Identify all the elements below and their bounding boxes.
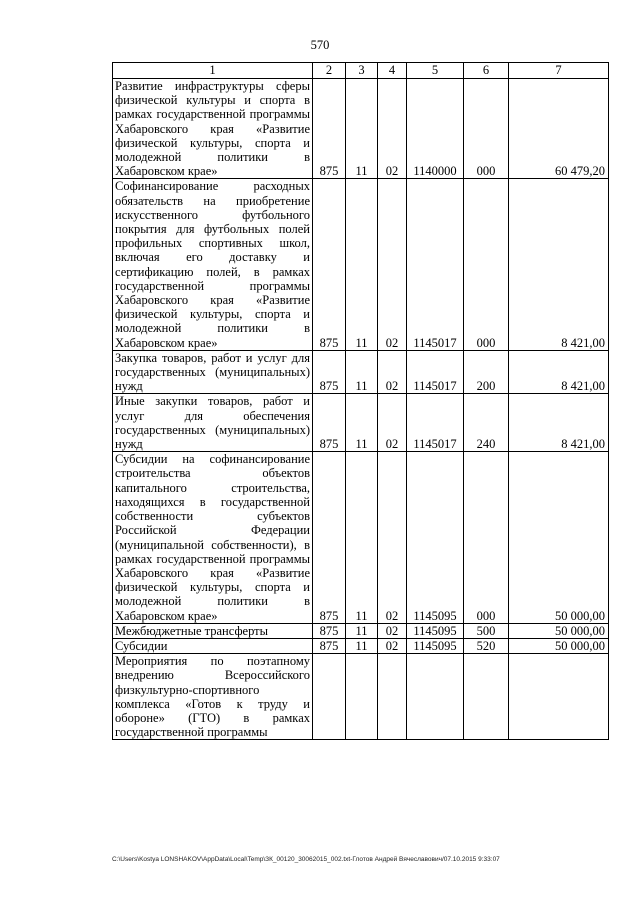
column-header-3: 3 (346, 63, 378, 79)
row-amount (509, 654, 609, 740)
row-col-6: 000 (464, 452, 509, 623)
table-row (113, 350, 609, 394)
budget-table (112, 62, 609, 740)
row-col-5 (407, 654, 464, 740)
row-col-6: 500 (464, 623, 509, 638)
row-col-6: 000 (464, 179, 509, 350)
table-row (113, 654, 609, 740)
row-col-3 (346, 654, 378, 740)
row-col-3: 11 (346, 452, 378, 623)
row-name: Мероприятия по поэтапному внедрению Всероссийского физкультурно-спортивного комплекса «Готов к труду и обороне» (ГТО) в рамках государственной программы (113, 654, 313, 740)
table-row (113, 79, 609, 179)
table-header-row (113, 63, 609, 79)
row-col-4: 02 (378, 350, 407, 394)
row-col-4: 02 (378, 638, 407, 653)
row-col-5: 1140000 (407, 79, 464, 179)
row-name: Субсидии (113, 638, 313, 653)
row-col-3: 11 (346, 394, 378, 452)
row-col-5: 1145095 (407, 638, 464, 653)
row-col-6: 000 (464, 79, 509, 179)
row-amount: 50 000,00 (509, 638, 609, 653)
row-col-2: 875 (313, 179, 346, 350)
row-col-6: 520 (464, 638, 509, 653)
row-col-4: 02 (378, 623, 407, 638)
row-name: Развитие инфраструктуры сферы физической культуры и спорта в рамках государственной программы Хабаровского края «Развитие физической культуры, спорта и молодежной политики в Хабаровском крае» (113, 79, 313, 179)
column-header-6: 6 (464, 63, 509, 79)
row-col-4: 02 (378, 394, 407, 452)
row-col-2: 875 (313, 394, 346, 452)
row-amount: 8 421,00 (509, 179, 609, 350)
column-header-7: 7 (509, 63, 609, 79)
table-row (113, 179, 609, 350)
row-col-4 (378, 654, 407, 740)
column-header-1: 1 (113, 63, 313, 79)
table-row (113, 623, 609, 638)
row-col-3: 11 (346, 79, 378, 179)
footer-file-path: C:\Users\Kostya LONSHAKOV\AppData\Local\Temp\ЗК_00120_30062015_002.txt-Глотов Андрей Вячеславович/07.10.2015 9:33:07 (112, 856, 500, 863)
row-amount: 50 000,00 (509, 452, 609, 623)
row-col-4: 02 (378, 79, 407, 179)
row-col-2: 875 (313, 638, 346, 653)
column-header-5: 5 (407, 63, 464, 79)
row-amount: 8 421,00 (509, 394, 609, 452)
row-col-2: 875 (313, 623, 346, 638)
row-amount: 50 000,00 (509, 623, 609, 638)
row-col-5: 1145017 (407, 350, 464, 394)
row-col-5: 1145017 (407, 394, 464, 452)
row-col-5: 1145017 (407, 179, 464, 350)
page-number: 570 (310, 38, 330, 52)
row-col-6 (464, 654, 509, 740)
row-col-6: 240 (464, 394, 509, 452)
row-col-4: 02 (378, 452, 407, 623)
row-col-3: 11 (346, 350, 378, 394)
row-col-3: 11 (346, 638, 378, 653)
table-row (113, 638, 609, 653)
column-header-2: 2 (313, 63, 346, 79)
row-name: Иные закупки товаров, работ и услуг для обеспечения государственных (муниципальных) нужд (113, 394, 313, 452)
row-col-6: 200 (464, 350, 509, 394)
row-name: Закупка товаров, работ и услуг для государственных (муниципальных) нужд (113, 350, 313, 394)
row-col-2: 875 (313, 79, 346, 179)
row-amount: 60 479,20 (509, 79, 609, 179)
row-col-5: 1145095 (407, 452, 464, 623)
row-col-2 (313, 654, 346, 740)
row-col-3: 11 (346, 179, 378, 350)
row-col-3: 11 (346, 623, 378, 638)
row-amount: 8 421,00 (509, 350, 609, 394)
column-header-4: 4 (378, 63, 407, 79)
row-col-2: 875 (313, 452, 346, 623)
row-name: Субсидии на софинансирование строительства объектов капитального строительства, находящихся в государственной собственности субъектов Российской Федерации (муниципальной собственности), в рамках государственной программы Хабаровского края «Развитие физической культуры, спорта и молодежной политики в Хабаровском крае» (113, 452, 313, 623)
row-col-2: 875 (313, 350, 346, 394)
table-row (113, 452, 609, 623)
row-col-4: 02 (378, 179, 407, 350)
table-row (113, 394, 609, 452)
row-name: Софинансирование расходных обязательств на приобретение искусственного футбольного покрытия для футбольных полей профильных спортивных школ, включая его доставку и сертификацию полей, в рамках государственной программы Хабаровского края «Развитие физической культуры, спорта и молодежной политики в Хабаровском крае» (113, 179, 313, 350)
row-col-5: 1145095 (407, 623, 464, 638)
row-name: Межбюджетные трансферты (113, 623, 313, 638)
